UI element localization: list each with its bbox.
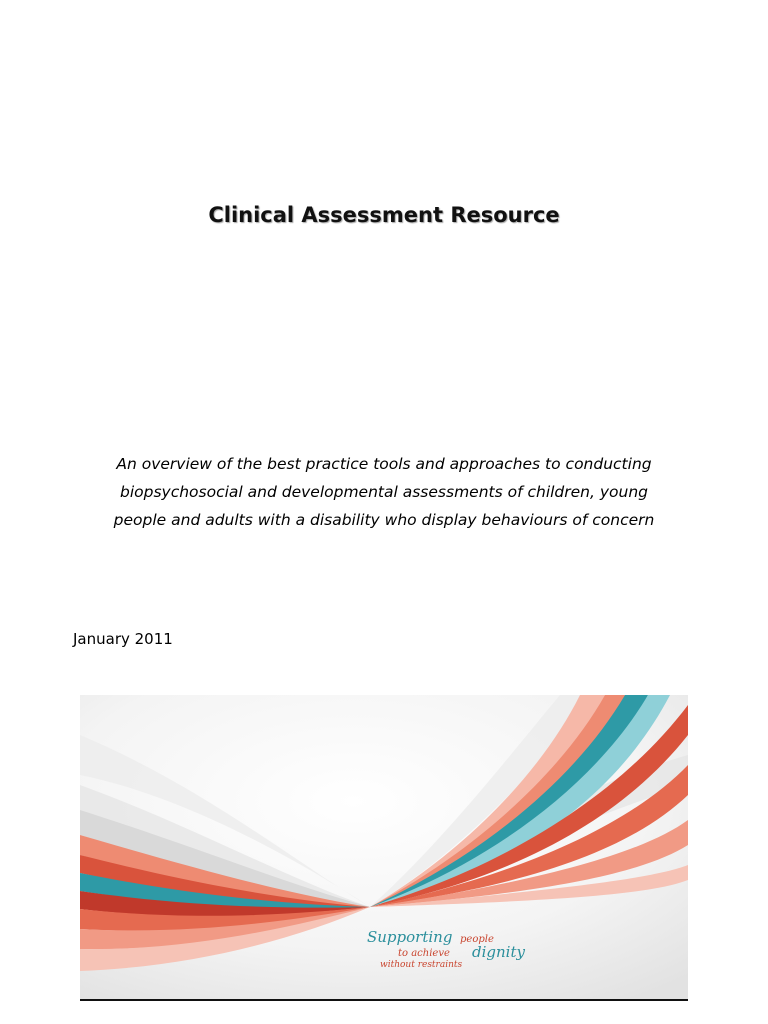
cover-art-image — [80, 695, 688, 999]
bottom-rule-divider — [80, 999, 688, 1001]
subtitle-line-1: An overview of the best practice tools and approaches to conducting — [116, 455, 652, 473]
tagline-without-restraints: without restraints — [380, 960, 463, 970]
document-subtitle — [40, 450, 728, 534]
tagline-people: people — [460, 934, 494, 945]
swoosh-graphic — [80, 695, 688, 999]
subtitle-line-3: people and adults with a disability who display behaviours of concern — [113, 511, 655, 529]
tagline-dignity: dignity — [472, 943, 525, 961]
tagline-supporting: Supporting — [367, 928, 453, 946]
subtitle-line-2: biopsychosocial and developmental assessments of children, young — [120, 483, 648, 501]
tagline-to-achieve: to achieve — [398, 948, 450, 959]
document-date: January 2011 — [73, 630, 173, 648]
document-title: Clinical Assessment Resource — [208, 203, 560, 227]
